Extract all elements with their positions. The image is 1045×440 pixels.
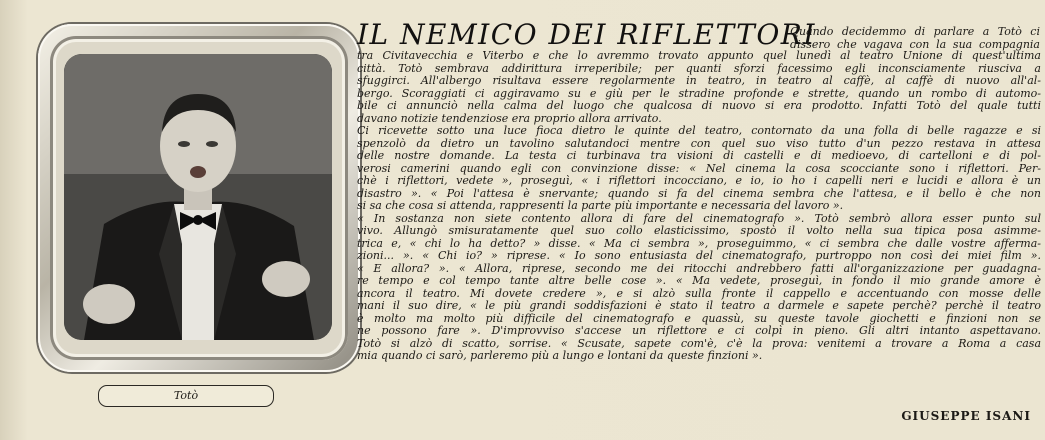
body-line: « E allora? ». « Allora, riprese, secondo me dei ritocchi andrebbero fatti all'organizzazione per guadagna-: [357, 262, 1041, 275]
body-line: spenzolò da dietro un tavolino salutandoci mentre con quel suo viso tutto d'un pezzo restava in attesa: [357, 137, 1041, 150]
performer-illustration: [64, 54, 332, 340]
body-line: vivo. Allungò smisuratamente quel suo collo elasticissimo, spostò il volto nella sua tipica posa asimme-: [357, 225, 1041, 237]
portrait-photo: [64, 54, 332, 340]
body-line: città. Totò sembrava addirittura irreperibile; per quanti sforzi facessimo egli inconsciamente riusciva a: [357, 62, 1041, 75]
body-line: mia quando ci sarò, parleremo più a lungo e lontani da queste finzioni ».: [357, 350, 763, 362]
article-lead: [790, 26, 1040, 51]
body-line: verosi camerini quando egli con convinzione disse: « Nel cinema la cosa scocciante sono i riflettori. Per-: [357, 162, 1041, 175]
body-line: « In sostanza non siete contento allora di fare del cinematografo ». Totò sembrò allora esser punto sul: [357, 212, 1041, 225]
body-line: bergo. Scoraggiati ci aggiravamo su e giù per le stradine profonde e strette, quando un rombo di automo-: [357, 87, 1041, 100]
body-line: mani il suo dire, « le più grandi soddisfazioni è stato il teatro a darmele e sapete perchè? perchè il teatro: [357, 300, 1041, 312]
lead-line: Quando decidemmo di parlare a Totò ci: [790, 26, 1040, 38]
article-title: IL NEMICO DEI RIFLETTORI: [357, 18, 816, 51]
body-line: tra Civitavecchia e Viterbo e che lo avremmo trovato appunto quel lunedì al teatro Unione di quest'ultima: [357, 50, 1041, 62]
body-line: si sa che cosa si attenda, rappresenti la parte più importante e necessaria del lavoro ».: [357, 200, 844, 212]
lead-line: dissero che vagava con la sua compagnia: [790, 38, 1040, 51]
body-line: è molto ma molto più difficile del cinematografo e quassù, su queste tavole giochetti e finzioni non se: [357, 312, 1041, 325]
article-author: GIUSEPPE ISANI: [901, 409, 1031, 423]
body-line: Ci ricevette sotto una luce fioca dietro le quinte del teatro, contornato da una folla di belle ragazze e si: [357, 125, 1041, 137]
body-line: zioni... ». « Chi io? » riprese. « Io sono entusiasta del cinematografo, purtroppo non così dei miei film ».: [357, 250, 1041, 262]
body-line: disastro ». « Poi l'attesa è snervante; quando si fa del cinema sembra che l'attesa, e il bello è che non: [357, 187, 1041, 200]
body-line: Totò si alzò di scatto, sorrise. « Scusate, sapete com'è, c'è la prova: venitemi a trovare a Roma a casa: [357, 337, 1041, 350]
body-line: re tempo e col tempo tante altre belle cose ». « Ma vedete, proseguì, in fondo il mio grande amore è: [357, 275, 1041, 287]
article-body: [357, 50, 1041, 363]
body-line: chè i riflettori, vedete », proseguì, « i riflettori incocciano, e io, io ho i capelli neri e lucidi e allora è un: [357, 175, 1041, 187]
body-line: delle nostre domande. La testa ci turbinava tra visioni di castelli e di medioevo, di cartelloni e di pol-: [357, 150, 1041, 162]
body-line: trica e, « chi lo ha detto? » disse. « Ma ci sembra », proseguimmo, « ci sembra che dalle vostre afferma-: [357, 237, 1041, 250]
body-line: davano notizie tendenziose era proprio allora arrivato.: [357, 112, 662, 125]
body-line: ne possono fare ». D'improvviso s'accese un riflettore e ci colpì in pieno. Gli altri intanto aspettavano.: [357, 325, 1041, 337]
body-line: ancora il teatro. Mi dovete credere », e si alzò sulla fronte il cappello e accentuando con mosse delle: [357, 287, 1041, 300]
photo-frame: [38, 24, 360, 372]
photo-caption: Totò: [98, 385, 274, 407]
body-line: sfuggirci. All'albergo risultava essere regolarmente in teatro, in teatro al caffè, al caffè di nuovo all'al-: [357, 75, 1041, 87]
body-line: bile ci annunciò nella calma del luogo che qualcosa di nuovo si era prodotto. Infatti Totò del quale tutti: [357, 100, 1041, 112]
